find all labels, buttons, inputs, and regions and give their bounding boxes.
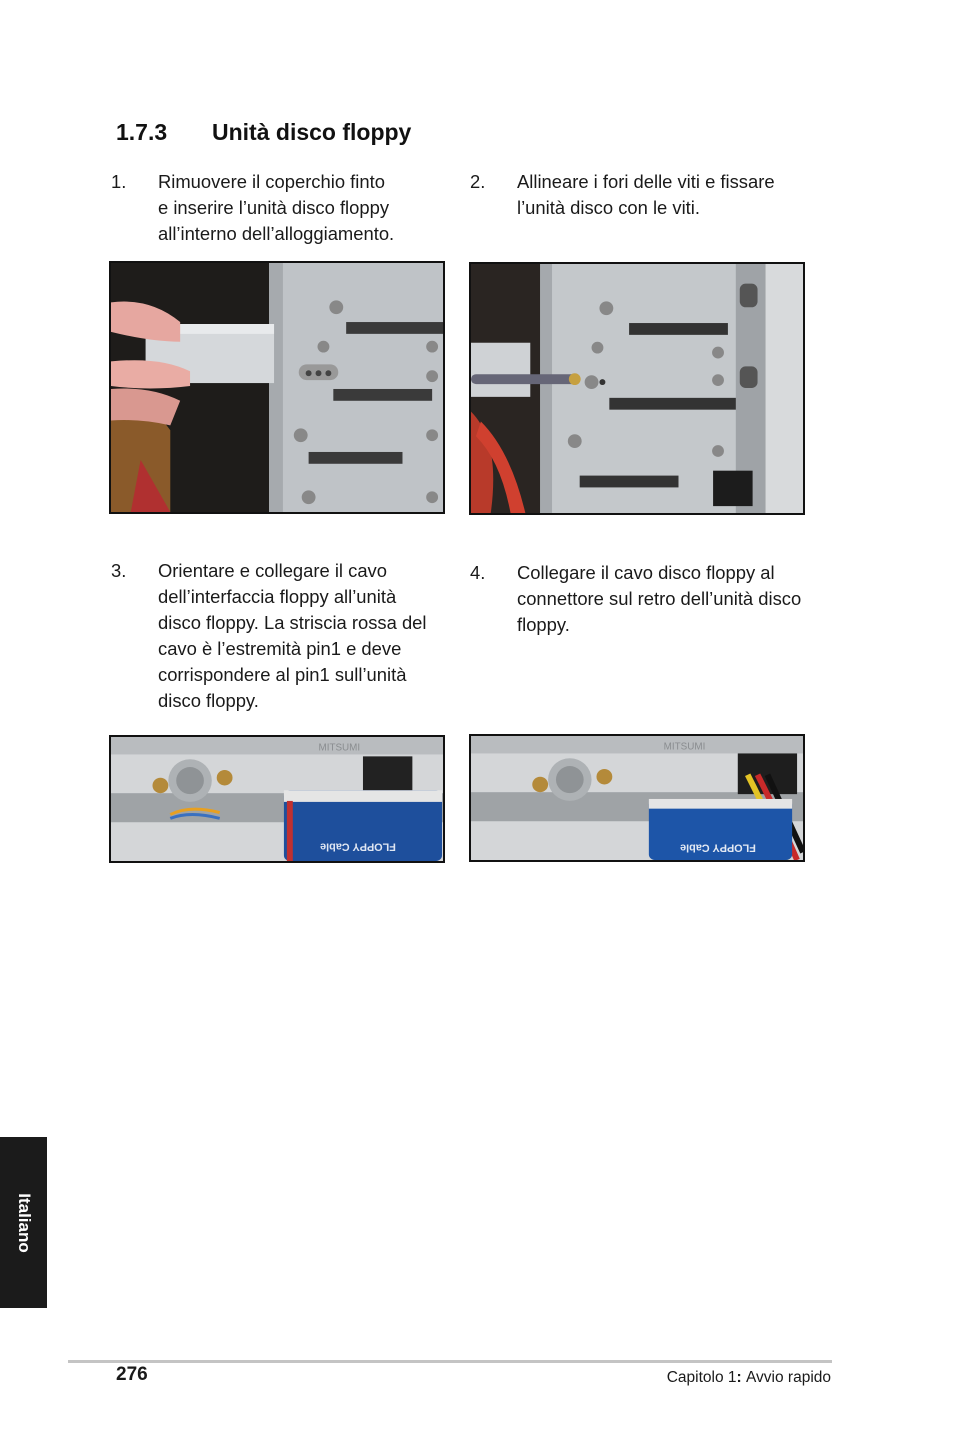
footer-divider bbox=[68, 1360, 832, 1363]
photo-connect-power-cable bbox=[469, 734, 805, 862]
photo-connect-interface-cable bbox=[109, 735, 445, 863]
chapter-name: Capitolo 1 bbox=[666, 1369, 737, 1386]
photo-secure-screws bbox=[469, 262, 805, 515]
cable-label: FLOPPY Cable bbox=[320, 840, 396, 853]
section-title: Unità disco floppy bbox=[212, 119, 412, 145]
language-tab-label: Italiano bbox=[14, 1192, 34, 1253]
cable-label: FLOPPY Cable bbox=[680, 841, 756, 854]
section-heading bbox=[116, 119, 411, 146]
photo-insert-drive bbox=[109, 261, 445, 514]
chapter-separator: : bbox=[736, 1369, 742, 1386]
chapter-title: Avvio rapido bbox=[745, 1369, 831, 1386]
chapter-footer bbox=[667, 1369, 831, 1387]
step-number: 4. bbox=[470, 562, 486, 583]
step-text: Collegare il cavo disco floppy al connettore sul retro dell’unità disco floppy. bbox=[517, 562, 802, 635]
section-number: 1.7.3 bbox=[116, 119, 168, 145]
brand-label: MITSUMI bbox=[318, 742, 361, 754]
step-text: Allineare i fori delle viti e fissare l’unità disco con le viti. bbox=[517, 171, 775, 218]
step-number: 1. bbox=[111, 171, 127, 192]
page-number: 276 bbox=[116, 1364, 148, 1385]
step-number: 2. bbox=[470, 171, 486, 192]
brand-label: MITSUMI bbox=[663, 741, 706, 753]
step-number: 3. bbox=[111, 560, 127, 581]
step-text: Rimuovere il coperchio finto e inserire l’unità disco floppy all’interno dell’alloggiamento. bbox=[158, 171, 395, 244]
step-text: Orientare e collegare il cavo dell’interfaccia floppy all’unità disco floppy. La striscia rossa del cavo è l’estremità pin1 e deve corrispondere al pin1 sull’unità disco floppy. bbox=[158, 560, 427, 711]
language-tab bbox=[0, 1137, 47, 1308]
